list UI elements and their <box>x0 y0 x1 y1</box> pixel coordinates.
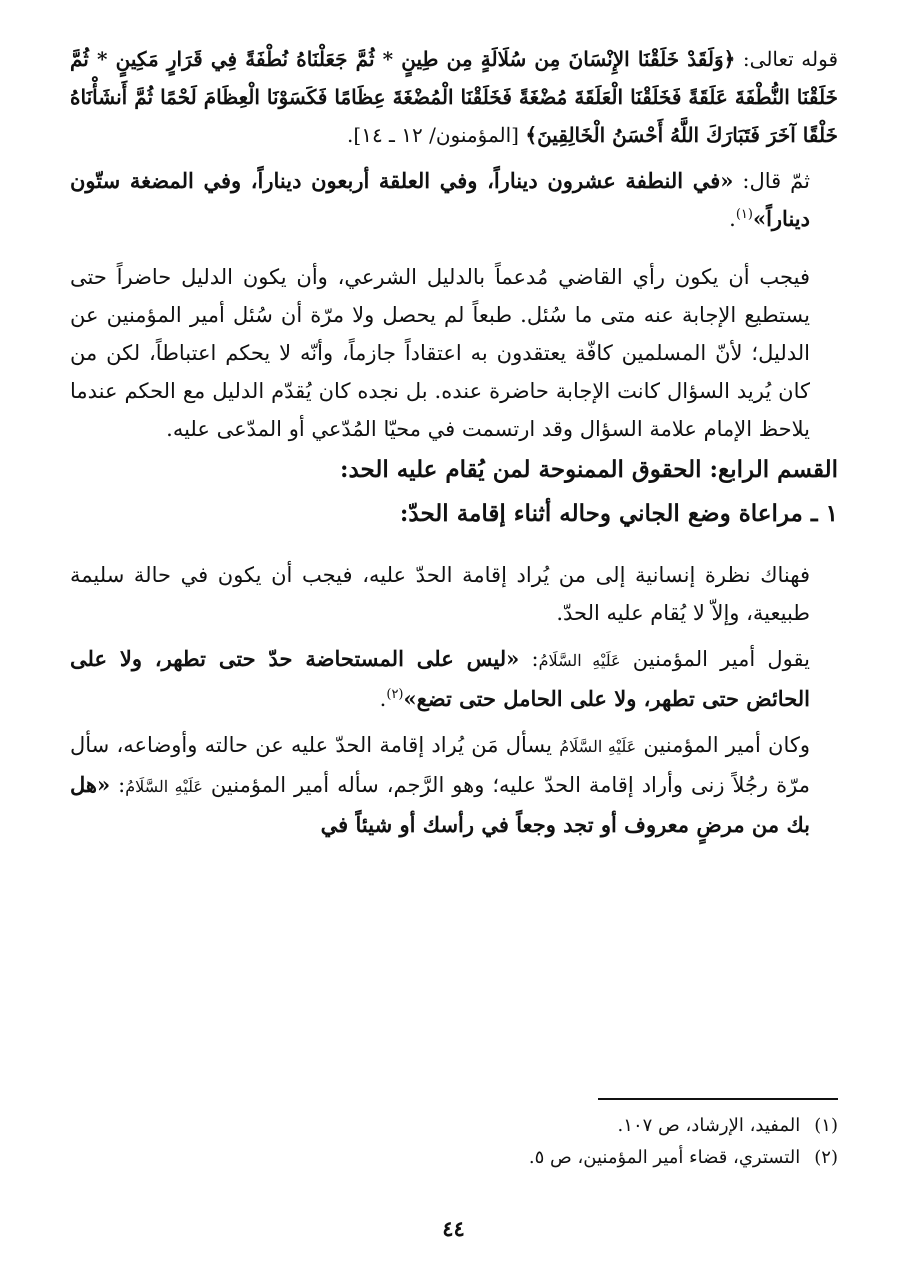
honorific-glyph: عَلَيْهِ السَّلَامُ <box>559 737 637 756</box>
p5-sep: : <box>519 647 539 671</box>
p6-part1: وكان أمير المؤمنين <box>636 733 810 757</box>
p6-quote: «هل بك من مرضٍ معروف أو تجد وجعاً في رأسك أو شيئاً في <box>70 772 810 837</box>
footnote-number: (١) <box>814 1115 838 1136</box>
p5-quote: «ليس على المستحاضة حدّ حتى تطهر، ولا على الحائض حتى تطهر، ولا على الحامل حتى تضع» <box>70 646 810 711</box>
footnote-ref-1[interactable]: (١) <box>735 207 753 222</box>
page-number: ٤٤ <box>442 1216 465 1241</box>
p5-end: . <box>379 687 387 711</box>
honorific-glyph: عَلَيْهِ السَّلَامُ <box>125 777 203 796</box>
hadith-paragraph <box>70 162 838 238</box>
body-paragraph-rajm <box>70 726 838 844</box>
p5-intro: يقول أمير المؤمنين <box>620 647 810 671</box>
footnote-text: التستري، قضاء أمير المؤمنين، ص ٥. <box>528 1147 801 1168</box>
quran-verse: ﴿وَلَقَدْ خَلَقْنَا الإِنْسَانَ مِن سُلَالَةٍ مِن طِينٍ * ثُمَّ جَعَلْنَاهُ نُطْفَةً فِي قَرَارٍ مَكِينٍ * ثُمَّ خَلَقْنَا النُّطْفَةَ عَلَقَةً فَخَلَقْنَا الْعَلَقَةَ مُضْغَةً فَخَلَقْنَا الْمُضْغَةَ عِظَامًا فَكَسَوْنَا الْعِظَامَ لَحْمًا ثُمَّ أَنشَأْنَاهُ خَلْقًا آخَرَ فَتَبَارَكَ اللَّهُ أَحْسَنُ الْخَالِقِينَ﴾ <box>70 47 838 147</box>
hadith-end: . <box>729 207 736 231</box>
quran-citation: [المؤمنون/ ١٢ ـ ١٤]. <box>347 123 526 147</box>
section-heading: القسم الرابع: الحقوق الممنوحة لمن يُقام عليه الحد: <box>339 456 838 483</box>
footnotes <box>70 1098 838 1174</box>
hadith-quote: «في النطفة عشرون ديناراً، وفي العلقة أربعون ديناراً، وفي المضغة ستّون ديناراً» <box>70 168 810 231</box>
subsection-heading: ١ ـ مراعاة وضع الجاني وحاله أثناء إقامة الحدّ: <box>399 500 838 527</box>
footnote-text: المفيد، الإرشاد، ص ١٠٧. <box>617 1115 801 1136</box>
footnote-ref-2[interactable]: (٢) <box>386 687 404 702</box>
quran-intro: قوله تعالى: <box>735 47 839 71</box>
p6-part2: يسأل مَن يُراد إقامة الحدّ عليه عن حالته وأوضاعه، سأل مرّة رجُلاً زنى وأراد إقامة الحدّ عليه؛ وهو الرَّجم، سأله أمير المؤمنين <box>70 733 810 797</box>
footnote-item <box>70 1110 838 1142</box>
body-paragraph-evidence: فيجب أن يكون رأي القاضي مُدعماً بالدليل الشرعي، وأن يكون الدليل حاضراً حتى يستطيع الإجابة عنه متى ما سُئل. طبعاً لم يحصل ولا مرّة أن سُئل أمير المؤمنين عن الدليل؛ لأنّ المسلمين كافّة يعتقدون به اعتقاداً جازماً، وأنّه لا يحكم اعتباطاً، لكن من كان يُريد السؤال كانت الإجابة حاضرة عنده. بل نجده كان يُقدّم الدليل مع الحكم عندما يلاحظ الإمام علامة السؤال وقد ارتسمت في محيّا المُدّعي أو المدّعى عليه. <box>70 265 810 441</box>
hadith-paragraph-istihada <box>70 640 838 718</box>
p6-sep: : <box>110 773 126 797</box>
honorific-glyph: عَلَيْهِ السَّلَامُ <box>538 651 621 670</box>
footnote-divider <box>598 1098 838 1100</box>
footnote-number: (٢) <box>814 1147 838 1168</box>
hadith-intro: ثمّ قال: <box>733 169 810 193</box>
footnote-item <box>70 1142 838 1174</box>
quran-paragraph <box>70 40 838 154</box>
body-paragraph-humane: فهناك نظرة إنسانية إلى من يُراد إقامة الحدّ عليه، فيجب أن يكون في حالة سليمة طبيعية، وإلاّ لا يُقام عليه الحدّ. <box>70 563 810 625</box>
page-body <box>70 40 838 1270</box>
